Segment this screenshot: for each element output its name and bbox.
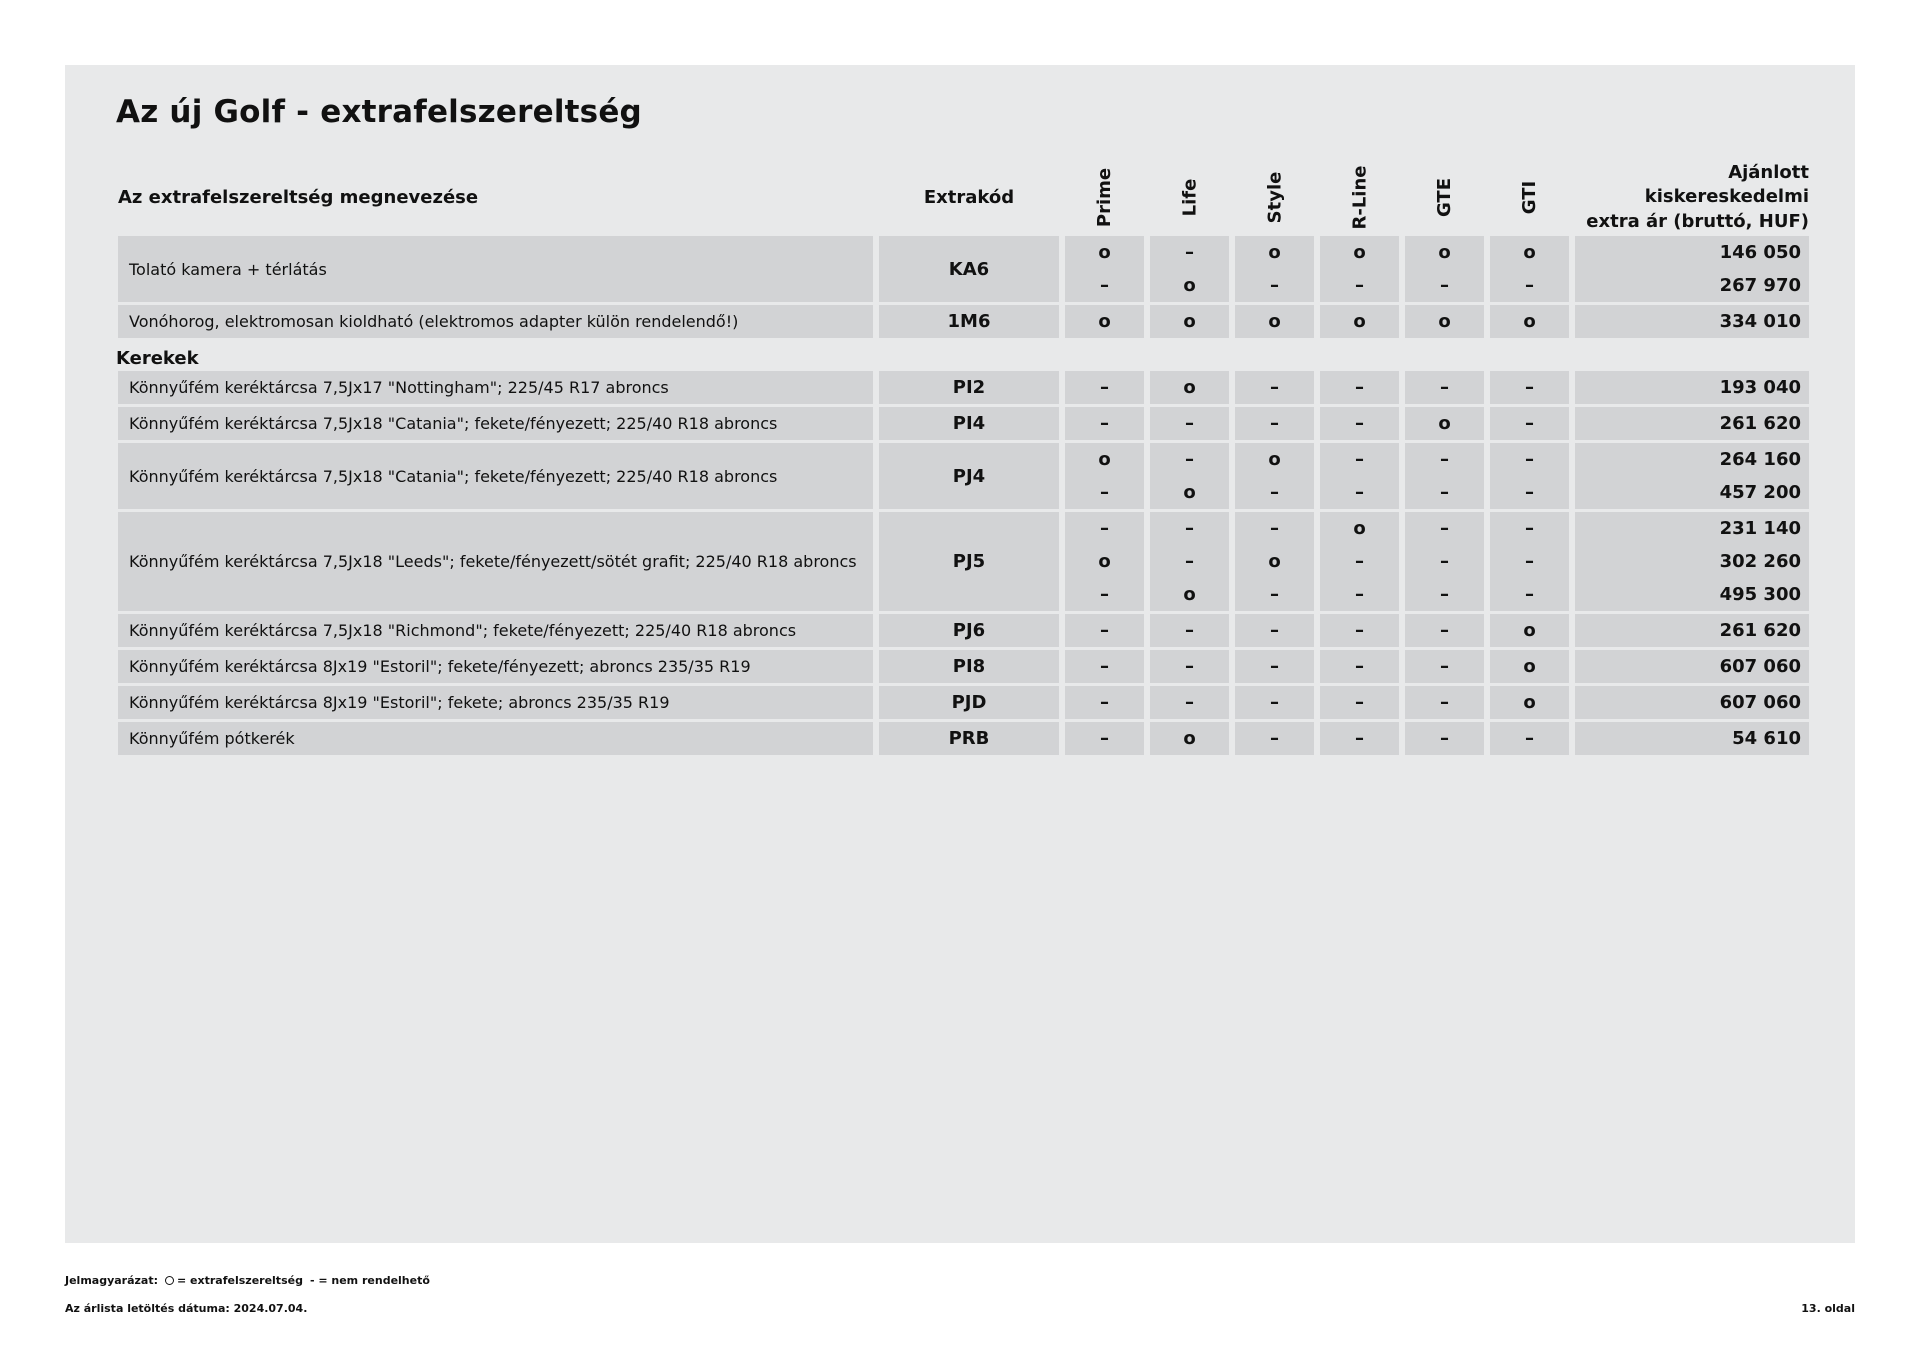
option-code: PJ5 xyxy=(879,512,1059,611)
availability-mark: o xyxy=(1268,551,1281,572)
availability-mark: – xyxy=(1100,518,1109,539)
availability-cell-rline xyxy=(1320,614,1399,647)
availability-cell-gti xyxy=(1490,371,1569,404)
header-price xyxy=(1575,163,1809,232)
availability-mark: o xyxy=(1098,551,1111,572)
availability-cell-life xyxy=(1150,614,1229,647)
option-code: PJ6 xyxy=(879,614,1059,647)
availability-mark: – xyxy=(1100,620,1109,641)
availability-mark: – xyxy=(1100,377,1109,398)
availability-mark: – xyxy=(1270,275,1279,296)
availability-mark: – xyxy=(1270,377,1279,398)
price-cell xyxy=(1575,443,1809,509)
option-name: Könnyűfém keréktárcsa 7,5Jx18 "Catania"; fekete/fényezett; 225/40 R18 abroncs xyxy=(118,407,873,440)
availability-mark: – xyxy=(1355,656,1364,677)
price-value: 267 970 xyxy=(1719,275,1801,296)
availability-mark: – xyxy=(1525,551,1534,572)
option-code: PJ4 xyxy=(879,443,1059,509)
availability-mark: o xyxy=(1353,518,1366,539)
availability-cell-gti xyxy=(1490,686,1569,719)
availability-mark: o xyxy=(1098,242,1111,263)
price-table xyxy=(116,162,1809,758)
availability-mark: – xyxy=(1355,620,1364,641)
availability-mark: – xyxy=(1270,584,1279,605)
availability-mark: – xyxy=(1355,413,1364,434)
availability-cell-gte xyxy=(1405,614,1484,647)
availability-mark: – xyxy=(1355,692,1364,713)
price-cell xyxy=(1575,512,1809,611)
availability-mark: o xyxy=(1183,311,1196,332)
price-cell xyxy=(1575,236,1809,302)
availability-mark: – xyxy=(1100,482,1109,503)
availability-mark: o xyxy=(1183,482,1196,503)
price-value: 264 160 xyxy=(1719,449,1801,470)
header-variant-rline xyxy=(1320,163,1399,232)
header-variant-life xyxy=(1150,163,1229,232)
availability-mark: – xyxy=(1440,449,1449,470)
availability-mark: – xyxy=(1185,551,1194,572)
price-value: 54 610 xyxy=(1732,728,1801,749)
availability-mark: o xyxy=(1183,275,1196,296)
availability-cell-style xyxy=(1235,686,1314,719)
option-code: PI2 xyxy=(879,371,1059,404)
availability-mark: o xyxy=(1523,311,1536,332)
availability-mark: – xyxy=(1525,518,1534,539)
header-price-line1: Ajánlott kiskereskedelmi xyxy=(1644,162,1809,208)
availability-cell-life xyxy=(1150,686,1229,719)
availability-cell-gti xyxy=(1490,443,1569,509)
option-code: PI4 xyxy=(879,407,1059,440)
availability-cell-style xyxy=(1235,722,1314,755)
availability-mark: – xyxy=(1185,620,1194,641)
availability-mark: – xyxy=(1100,584,1109,605)
price-value: 261 620 xyxy=(1719,620,1801,641)
availability-mark: – xyxy=(1440,692,1449,713)
header-variant-label: Style xyxy=(1264,171,1285,224)
option-name: Tolató kamera + térlátás xyxy=(118,236,873,302)
availability-cell-life xyxy=(1150,236,1229,302)
legend-option: = extrafelszereltség xyxy=(177,1274,303,1287)
option-name: Könnyűfém keréktárcsa 8Jx19 "Estoril"; fekete/fényezett; abroncs 235/35 R19 xyxy=(118,650,873,683)
availability-mark: – xyxy=(1440,620,1449,641)
availability-cell-life xyxy=(1150,371,1229,404)
availability-mark: – xyxy=(1100,692,1109,713)
availability-mark: – xyxy=(1270,620,1279,641)
header-variant-prime xyxy=(1065,163,1144,232)
option-name: Könnyűfém keréktárcsa 7,5Jx18 "Richmond"; fekete/fényezett; 225/40 R18 abroncs xyxy=(118,614,873,647)
availability-mark: o xyxy=(1183,728,1196,749)
availability-cell-style xyxy=(1235,650,1314,683)
download-date: Az árlista letöltés dátuma: 2024.07.04. xyxy=(65,1302,308,1315)
availability-cell-style xyxy=(1235,443,1314,509)
option-code: PJD xyxy=(879,686,1059,719)
availability-cell-prime xyxy=(1065,407,1144,440)
availability-cell-life xyxy=(1150,305,1229,338)
option-code: 1M6 xyxy=(879,305,1059,338)
availability-cell-prime xyxy=(1065,614,1144,647)
availability-mark: – xyxy=(1185,692,1194,713)
availability-cell-life xyxy=(1150,443,1229,509)
availability-cell-gti xyxy=(1490,236,1569,302)
price-value: 261 620 xyxy=(1719,413,1801,434)
header-variant-gte xyxy=(1405,163,1484,232)
availability-cell-gti xyxy=(1490,614,1569,647)
availability-cell-prime xyxy=(1065,512,1144,611)
availability-mark: o xyxy=(1523,692,1536,713)
availability-mark: – xyxy=(1355,728,1364,749)
availability-cell-rline xyxy=(1320,236,1399,302)
section-heading: Kerekek xyxy=(116,348,199,369)
availability-cell-prime xyxy=(1065,236,1144,302)
availability-cell-gte xyxy=(1405,722,1484,755)
availability-cell-life xyxy=(1150,650,1229,683)
availability-mark: o xyxy=(1098,449,1111,470)
availability-mark: o xyxy=(1183,584,1196,605)
price-cell xyxy=(1575,686,1809,719)
availability-mark: o xyxy=(1523,656,1536,677)
availability-cell-style xyxy=(1235,407,1314,440)
header-price-line2: extra ár (bruttó, HUF) xyxy=(1586,210,1809,232)
option-name: Könnyűfém keréktárcsa 8Jx19 "Estoril"; fekete; abroncs 235/35 R19 xyxy=(118,686,873,719)
availability-mark: – xyxy=(1270,518,1279,539)
availability-mark: o xyxy=(1268,449,1281,470)
availability-cell-rline xyxy=(1320,686,1399,719)
availability-cell-gti xyxy=(1490,650,1569,683)
option-name: Könnyűfém keréktárcsa 7,5Jx17 "Nottingham"; 225/45 R17 abroncs xyxy=(118,371,873,404)
availability-mark: – xyxy=(1185,413,1194,434)
price-cell xyxy=(1575,371,1809,404)
availability-mark: o xyxy=(1438,311,1451,332)
availability-cell-rline xyxy=(1320,407,1399,440)
option-name: Könnyűfém keréktárcsa 7,5Jx18 "Catania"; fekete/fényezett; 225/40 R18 abroncs xyxy=(118,443,873,509)
availability-mark: – xyxy=(1100,413,1109,434)
availability-mark: o xyxy=(1523,620,1536,641)
availability-cell-gte xyxy=(1405,443,1484,509)
price-cell xyxy=(1575,650,1809,683)
availability-cell-style xyxy=(1235,512,1314,611)
availability-mark: – xyxy=(1440,275,1449,296)
availability-mark: – xyxy=(1525,584,1534,605)
availability-mark: – xyxy=(1440,551,1449,572)
legend-label: Jelmagyarázat: xyxy=(65,1274,159,1287)
availability-mark: o xyxy=(1438,413,1451,434)
option-code: PI8 xyxy=(879,650,1059,683)
availability-cell-gte xyxy=(1405,407,1484,440)
price-value: 193 040 xyxy=(1719,377,1801,398)
availability-cell-style xyxy=(1235,614,1314,647)
availability-mark: – xyxy=(1100,728,1109,749)
header-variant-label: Prime xyxy=(1093,167,1115,228)
availability-mark: – xyxy=(1100,656,1109,677)
availability-mark: – xyxy=(1440,728,1449,749)
circle-icon xyxy=(165,1276,174,1285)
availability-mark: – xyxy=(1270,656,1279,677)
price-cell xyxy=(1575,614,1809,647)
availability-cell-gti xyxy=(1490,407,1569,440)
availability-mark: o xyxy=(1268,311,1281,332)
header-variant-label: R-Line xyxy=(1349,165,1370,230)
availability-cell-rline xyxy=(1320,512,1399,611)
availability-mark: – xyxy=(1355,275,1364,296)
header-code: Extrakód xyxy=(923,187,1015,208)
price-value: 457 200 xyxy=(1719,482,1801,503)
availability-mark: – xyxy=(1185,656,1194,677)
availability-cell-prime xyxy=(1065,722,1144,755)
availability-mark: o xyxy=(1353,242,1366,263)
availability-mark: – xyxy=(1525,728,1534,749)
availability-mark: o xyxy=(1523,242,1536,263)
availability-mark: – xyxy=(1525,377,1534,398)
availability-cell-gte xyxy=(1405,371,1484,404)
availability-mark: – xyxy=(1525,482,1534,503)
availability-mark: – xyxy=(1355,551,1364,572)
page-title: Az új Golf - extrafelszereltség xyxy=(116,94,642,130)
availability-cell-life xyxy=(1150,407,1229,440)
availability-cell-rline xyxy=(1320,722,1399,755)
availability-mark: – xyxy=(1270,413,1279,434)
header-name: Az extrafelszereltség megnevezése xyxy=(118,187,479,208)
price-value: 607 060 xyxy=(1719,692,1801,713)
availability-cell-prime xyxy=(1065,443,1144,509)
availability-mark: – xyxy=(1525,449,1534,470)
option-name: Könnyűfém pótkerék xyxy=(118,722,873,755)
option-code: PRB xyxy=(879,722,1059,755)
availability-cell-gti xyxy=(1490,722,1569,755)
option-code: KA6 xyxy=(879,236,1059,302)
price-value: 146 050 xyxy=(1719,242,1801,263)
availability-cell-gti xyxy=(1490,305,1569,338)
header-variant-label: GTI xyxy=(1519,180,1540,215)
availability-mark: – xyxy=(1270,728,1279,749)
availability-mark: – xyxy=(1270,692,1279,713)
availability-cell-prime xyxy=(1065,371,1144,404)
price-value: 495 300 xyxy=(1719,584,1801,605)
availability-cell-rline xyxy=(1320,443,1399,509)
availability-mark: – xyxy=(1185,518,1194,539)
availability-mark: o xyxy=(1438,242,1451,263)
price-cell xyxy=(1575,305,1809,338)
availability-cell-prime xyxy=(1065,686,1144,719)
availability-mark: – xyxy=(1440,377,1449,398)
price-value: 302 260 xyxy=(1719,551,1801,572)
availability-cell-gte xyxy=(1405,650,1484,683)
header-variant-gti xyxy=(1490,163,1569,232)
availability-mark: – xyxy=(1355,482,1364,503)
availability-cell-style xyxy=(1235,305,1314,338)
availability-cell-prime xyxy=(1065,305,1144,338)
availability-mark: – xyxy=(1440,482,1449,503)
availability-mark: o xyxy=(1183,377,1196,398)
availability-mark: o xyxy=(1353,311,1366,332)
availability-mark: – xyxy=(1525,413,1534,434)
availability-cell-rline xyxy=(1320,650,1399,683)
page-number: 13. oldal xyxy=(1801,1302,1855,1315)
availability-cell-life xyxy=(1150,722,1229,755)
legend xyxy=(65,1274,430,1287)
header-variant-style xyxy=(1235,163,1314,232)
availability-cell-rline xyxy=(1320,371,1399,404)
price-value: 334 010 xyxy=(1719,311,1801,332)
availability-mark: – xyxy=(1440,518,1449,539)
availability-cell-gte xyxy=(1405,236,1484,302)
availability-mark: – xyxy=(1355,377,1364,398)
price-value: 607 060 xyxy=(1719,656,1801,677)
availability-cell-gti xyxy=(1490,512,1569,611)
availability-cell-gte xyxy=(1405,512,1484,611)
availability-cell-life xyxy=(1150,512,1229,611)
legend-unavailable: - = nem rendelhető xyxy=(309,1274,430,1287)
availability-mark: – xyxy=(1185,449,1194,470)
availability-mark: – xyxy=(1525,275,1534,296)
availability-mark: o xyxy=(1268,242,1281,263)
availability-cell-gte xyxy=(1405,305,1484,338)
availability-cell-gte xyxy=(1405,686,1484,719)
option-name: Vonóhorog, elektromosan kioldható (elektromos adapter külön rendelendő!) xyxy=(118,305,873,338)
price-cell xyxy=(1575,407,1809,440)
availability-mark: – xyxy=(1355,449,1364,470)
header-variant-label: Life xyxy=(1179,178,1200,217)
availability-mark: – xyxy=(1440,656,1449,677)
availability-cell-prime xyxy=(1065,650,1144,683)
availability-mark: – xyxy=(1100,275,1109,296)
availability-mark: – xyxy=(1440,584,1449,605)
availability-mark: – xyxy=(1185,242,1194,263)
availability-cell-rline xyxy=(1320,305,1399,338)
option-name: Könnyűfém keréktárcsa 7,5Jx18 "Leeds"; fekete/fényezett/sötét grafit; 225/40 R18 abroncs xyxy=(118,512,873,611)
availability-mark: o xyxy=(1098,311,1111,332)
availability-cell-style xyxy=(1235,236,1314,302)
price-cell xyxy=(1575,722,1809,755)
header-variant-label: GTE xyxy=(1433,177,1455,218)
availability-mark: – xyxy=(1270,482,1279,503)
availability-mark: – xyxy=(1355,584,1364,605)
price-value: 231 140 xyxy=(1719,518,1801,539)
availability-cell-style xyxy=(1235,371,1314,404)
